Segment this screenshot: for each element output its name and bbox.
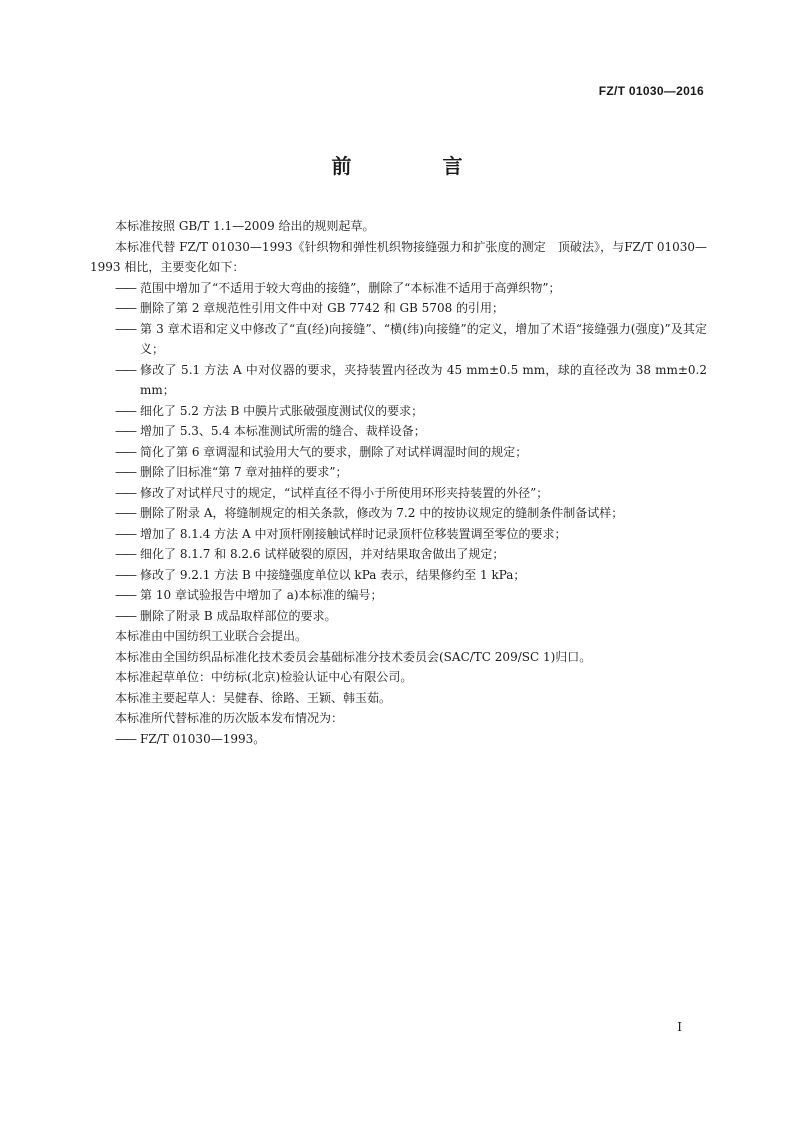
list-item [90,544,707,565]
dash-mark: —— [115,588,135,602]
history-item [90,729,707,750]
list-item-text: 删除了附录 A，将缝制规定的相关条款，修改为 7.2 中的按协议规定的缝制条件制备试样； [140,506,624,520]
list-item-text: 细化了 8.1.7 和 8.2.6 试样破裂的原因，并对结果取舍做出了规定； [140,547,505,561]
dash-mark: —— [115,403,135,418]
history-item-text: FZ/T 01030—1993。 [140,731,266,746]
list-item-text: 增加了 5.3、5.4 本标准测试所需的缝合、裁样设备； [140,424,426,438]
drafters-paragraph: 本标准主要起草人：吴健春、徐路、王颖、韩玉茹。 [115,690,392,705]
dash-mark: —— [115,362,135,377]
list-item-text: 细化了 5.2 方法 B 中膜片式胀破强度测试仪的要求； [140,403,424,418]
list-item-text: 增加了 8.1.4 方法 A 中对顶杆刚接触试样时记录顶杆位移装置调至零位的要求； [140,526,567,541]
list-item [90,503,707,524]
dash-mark: —— [115,567,135,582]
list-item-text: 修改了 5.1 方法 A 中对仪器的要求，夹持装置内径改为 45 mm±0.5 mm，球的直径改为 38 mm±0.2 mm； [140,362,707,397]
list-item [90,421,707,442]
list-item-text: 删除了第 2 章规范性引用文件中对 GB 7742 和 GB 5708 的引用； [140,301,505,315]
drafting-rule-paragraph: 本标准按照 GB/T 1.1—2009 给出的规则起草。 [115,219,375,233]
dash-mark: —— [115,608,135,623]
dash-mark: —— [115,321,135,336]
list-item [90,462,707,483]
dash-mark: —— [115,547,135,561]
list-item-text: 简化了第 6 章调湿和试验用大气的要求，删除了对试样调湿时间的规定； [140,444,528,459]
list-item-text: 删除了旧标准“第 7 章对抽样的要求”； [140,465,348,479]
replacement-paragraph: 本标准代替 FZ/T 01030—1993《针织物和弹性机织物接缝强力和扩张度的测定 顶破法》，与FZ/T 01030—1993 相比，主要变化如下： [90,239,707,274]
page-number: I [677,1020,682,1034]
list-item [90,278,707,299]
managed-by-paragraph: 本标准由全国纺织品标准化技术委员会基础标准分技术委员会(SAC/TC 209/SC 1)归口。 [115,649,592,664]
list-item [90,565,707,586]
list-item [90,524,707,545]
dash-mark: —— [115,280,135,295]
dash-mark: —— [115,444,135,459]
drafting-unit-paragraph: 本标准起草单位：中纺标(北京)检验认证中心有限公司。 [115,670,413,684]
list-item [90,360,707,401]
list-item-text: 删除了附录 B 成品取样部位的要求。 [140,608,337,623]
dash-mark: —— [115,506,135,520]
standard-code: FZ/T 01030—2016 [598,84,704,98]
list-item-text: 修改了 9.2.1 方法 B 中接缝强度单位以 kPa 表示，结果修约至 1 kPa； [140,567,526,582]
list-item [90,319,707,360]
dash-mark: —— [115,485,135,500]
proposed-by-paragraph: 本标准由中国纺织工业联合会提出。 [115,629,308,643]
list-item [90,585,707,606]
list-item-text: 修改了对试样尺寸的规定，“试样直径不得小于所使用环形夹持装置的外径”； [140,485,549,500]
list-item-text: 第 3 章术语和定义中修改了“直(经)向接缝”、“横(纬)向接缝”的定义，增加了术语“接缝强力(强度)”及其定义； [140,321,707,356]
dash-mark: —— [115,424,135,438]
list-item [90,442,707,463]
list-item-text: 第 10 章试验报告中增加了 a)本标准的编号； [140,588,383,602]
history-intro-paragraph: 本标准所代替标准的历次版本发布情况为： [115,711,344,725]
list-item [90,298,707,319]
dash-mark: —— [115,301,135,315]
changes-list [90,278,707,627]
list-item [90,401,707,422]
list-item [90,483,707,504]
list-item [90,606,707,627]
dash-mark: —— [115,731,135,746]
document-body [90,216,707,749]
list-item-text: 范围中增加了“不适用于较大弯曲的接缝”，删除了“本标准不适用于高弹织物”； [140,280,561,295]
dash-mark: —— [115,465,135,479]
dash-mark: —— [115,526,135,541]
page-title: 前 言 [331,154,505,178]
